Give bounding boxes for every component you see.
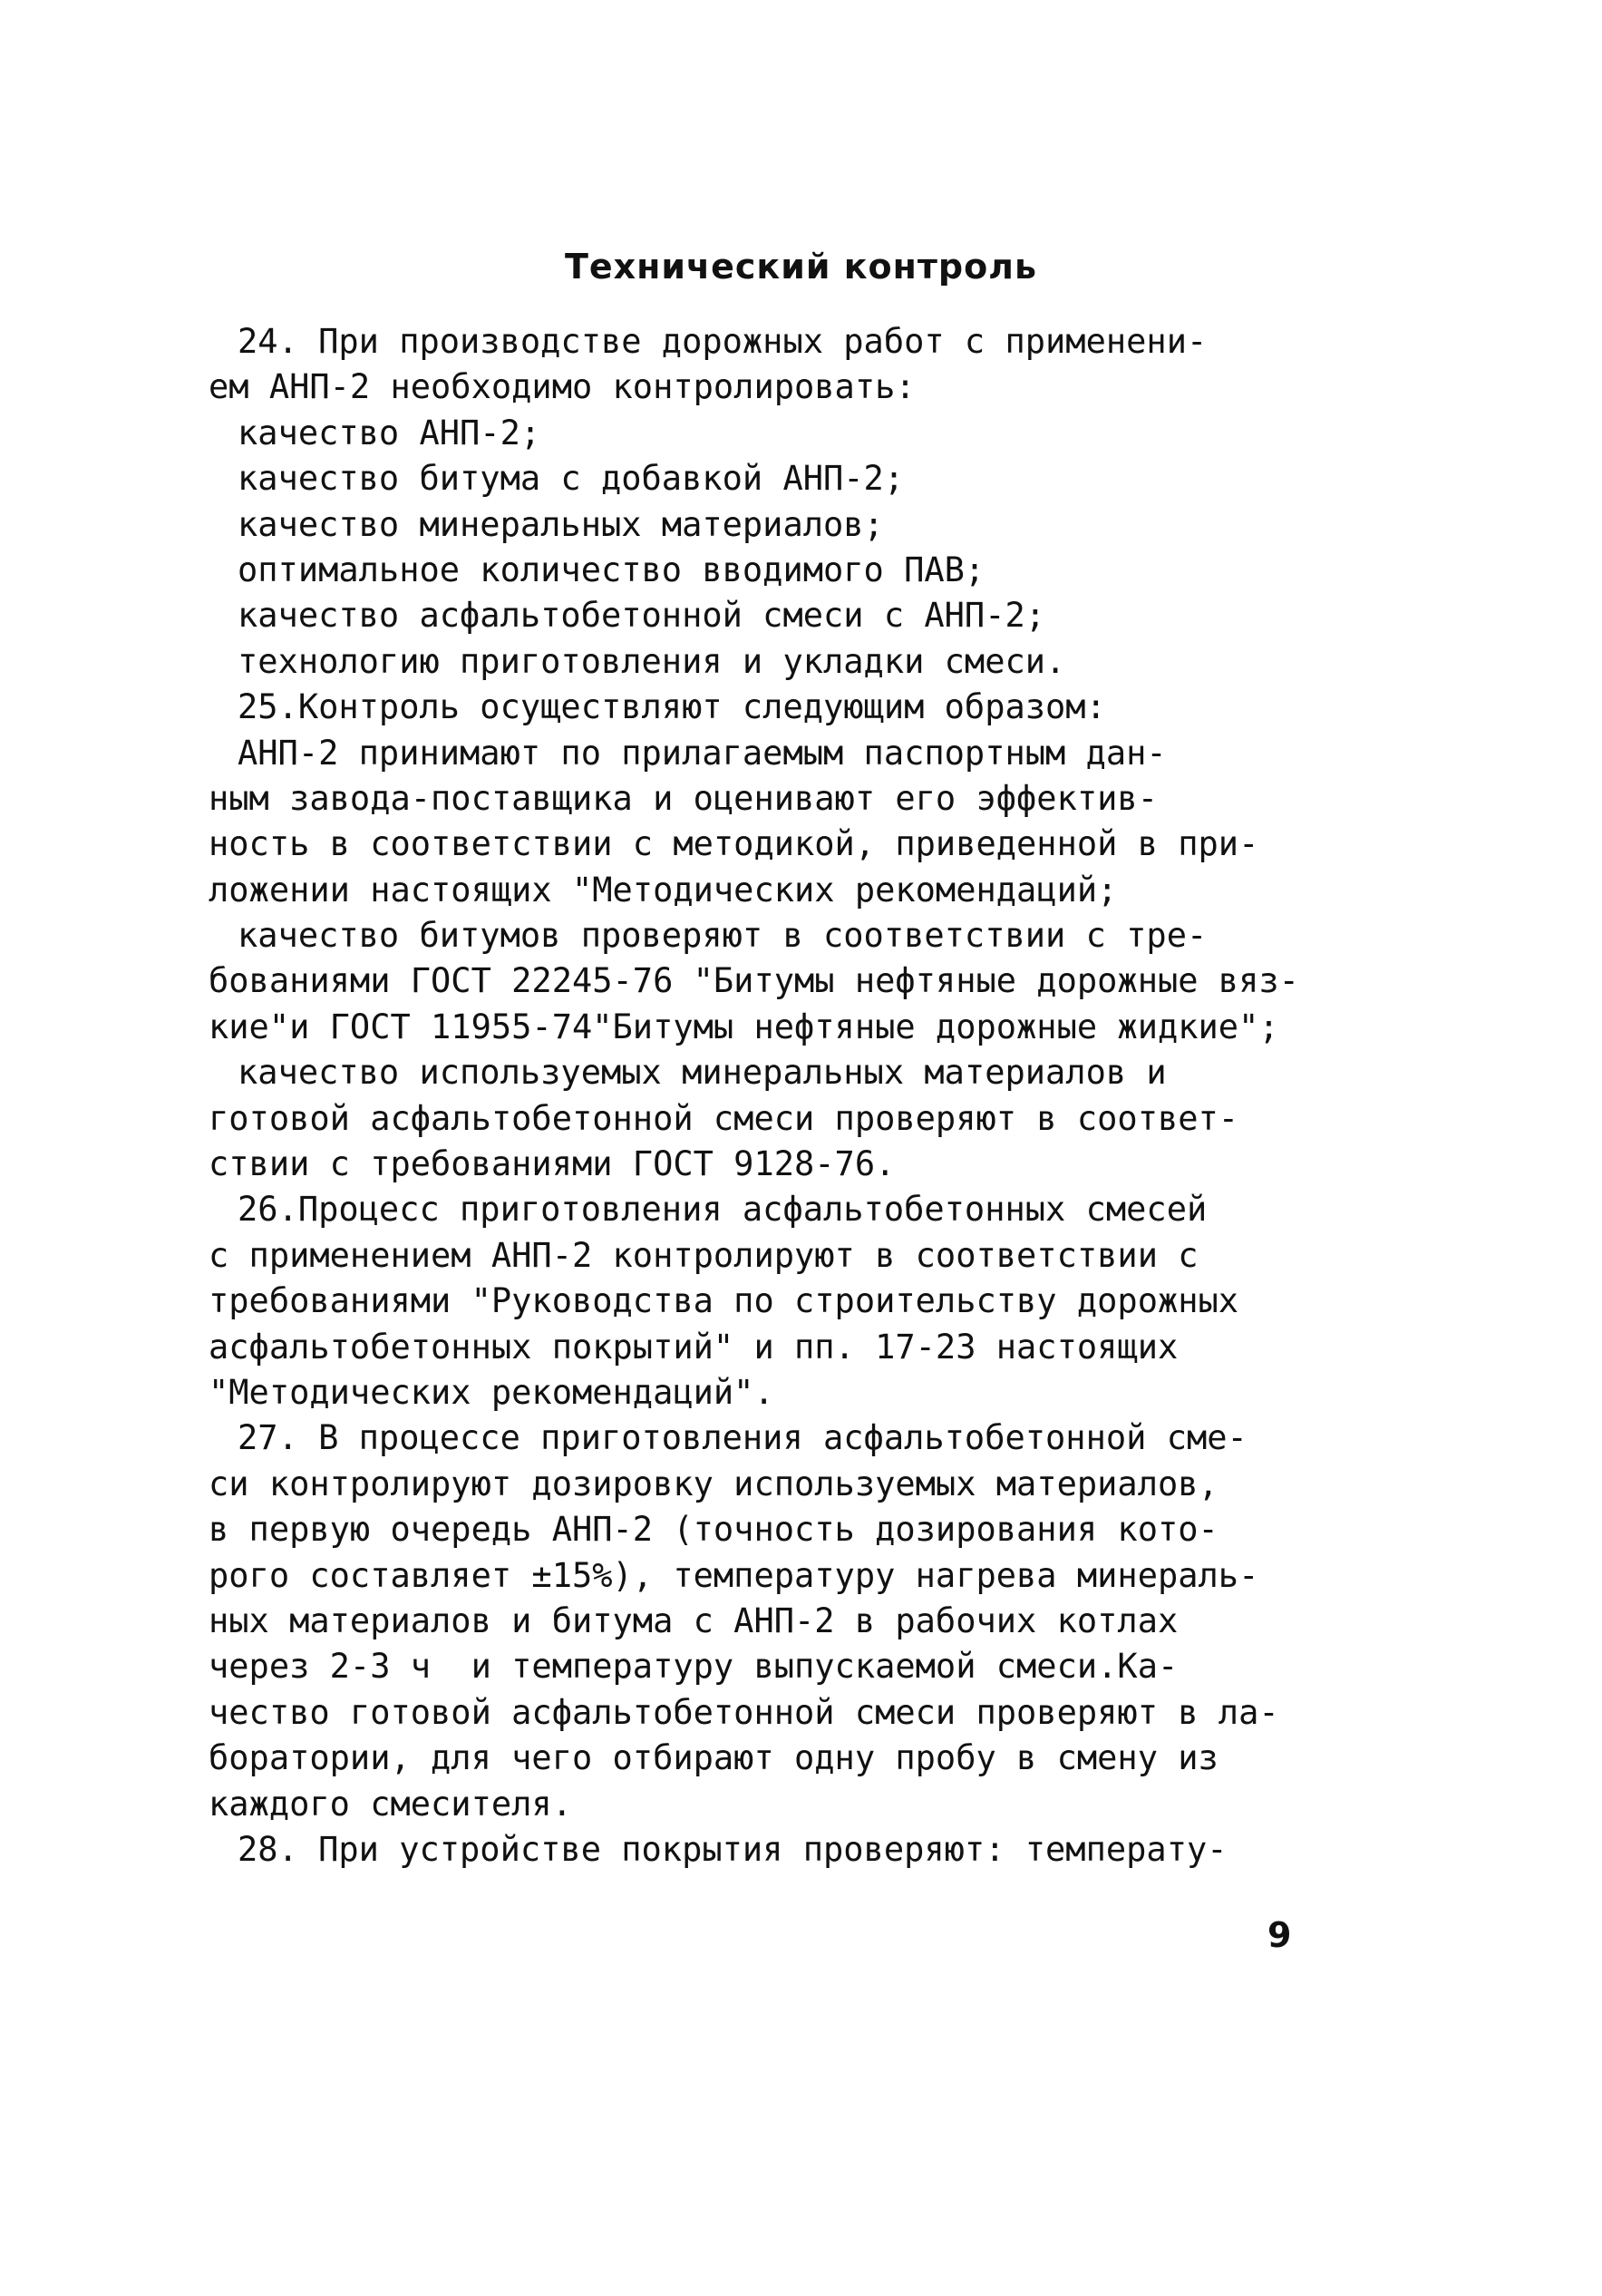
text-line: готовой асфальтобетонной смеси проверяют в соответ-: [209, 1098, 1239, 1138]
text-line: оптимальное количество вводимого ПАВ;: [238, 550, 985, 589]
text-line: каждого смесителя.: [209, 1784, 572, 1824]
text-line: качество битума с добавкой АНП-2;: [238, 459, 905, 499]
text-line: ных материалов и битума с АНП-2 в рабочих котлах: [209, 1600, 1179, 1640]
text-line: ложении настоящих "Методических рекомендаций;: [209, 870, 1118, 910]
text-line: с применением АНП-2 контролируют в соответствии с: [209, 1235, 1199, 1275]
section-heading: Технический контроль: [564, 247, 1038, 287]
text-line: чество готовой асфальтобетонной смеси проверяют в ла-: [209, 1692, 1279, 1732]
text-line: асфальтобетонных покрытий" и пп. 17-23 настоящих: [209, 1327, 1179, 1367]
text-line: АНП-2 принимают по прилагаемым паспортным дан-: [238, 733, 1167, 773]
text-line: 26.Процесс приготовления асфальтобетонных смесей: [238, 1190, 1208, 1230]
text-line: ем АНП-2 необходимо контролировать:: [209, 367, 916, 407]
text-line: технологию приготовления и укладки смеси.: [238, 641, 1066, 681]
text-line: ствии с требованиями ГОСТ 9128-76.: [209, 1144, 896, 1184]
text-line: 25.Контроль осуществляют следующим образом:: [238, 687, 1106, 727]
text-line: 24. При производстве дорожных работ с применени-: [238, 322, 1208, 361]
text-line: "Методических рекомендаций".: [209, 1372, 774, 1412]
text-line: качество используемых минеральных материалов и: [238, 1053, 1167, 1093]
text-line: качество минеральных материалов;: [238, 504, 884, 544]
text-line: боратории, для чего отбирают одну пробу в смену из: [209, 1738, 1218, 1778]
text-line: в первую очередь АНП-2 (точность дозирования кото-: [209, 1510, 1218, 1550]
text-line: бованиями ГОСТ 22245-76 "Битумы нефтяные дорожные вяз-: [209, 961, 1299, 1001]
text-line: через 2-3 ч и температуру выпускаемой смеси.Ка-: [209, 1647, 1179, 1687]
text-line: си контролируют дозировку используемых материалов,: [209, 1464, 1218, 1503]
body-text: [209, 319, 1342, 1873]
page-number: 9: [1267, 1915, 1292, 1955]
text-line: 27. В процессе приготовления асфальтобетонной сме-: [238, 1418, 1248, 1458]
text-line: рого составляет ±15%), температуру нагрева минераль-: [209, 1555, 1259, 1595]
text-line: качество битумов проверяют в соответствии с тре-: [238, 916, 1208, 956]
text-line: качество асфальтобетонной смеси с АНП-2;: [238, 596, 1046, 636]
text-line: качество АНП-2;: [238, 413, 541, 452]
text-line: кие"и ГОСТ 11955-74"Битумы нефтяные дорожные жидкие";: [209, 1007, 1279, 1046]
text-line: требованиями "Руководства по строительству дорожных: [209, 1281, 1239, 1321]
text-line: 28. При устройстве покрытия проверяют: температу-: [238, 1829, 1228, 1869]
text-line: ным завода-поставщика и оценивают его эффектив-: [209, 778, 1158, 818]
text-line: ность в соответствии с методикой, приведенной в при-: [209, 824, 1259, 864]
